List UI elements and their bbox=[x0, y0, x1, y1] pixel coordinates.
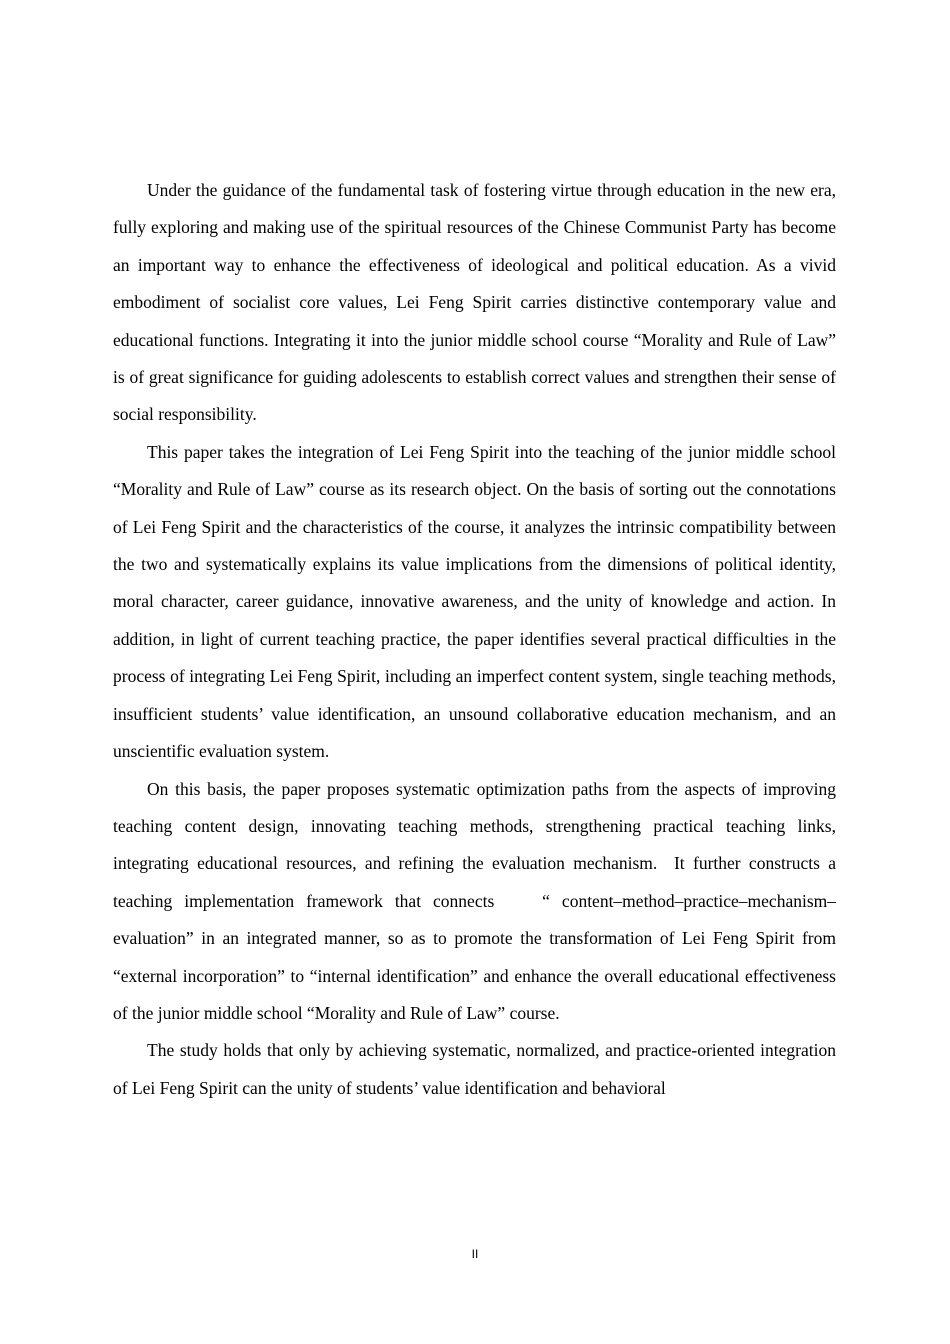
paragraph-4: The study holds that only by achieving systematic, normalized, and practice-oriented integration of Lei Feng Spirit can the unity of students’ value identification and behavioral bbox=[113, 1040, 836, 1098]
paragraph-1: Under the guidance of the fundamental task of fostering virtue through education in the new era, fully exploring and making use of the spiritual resources of the Chinese Communist Party has become an important way to enhance the effectiveness of ideological and political education. As a vivid embodiment of socialist core values, Lei Feng Spirit carries distinctive contemporary value and educational functions. Integrating it into the junior middle school course “Morality and Rule of Law” is of great significance for guiding adolescents to establish correct values and strengthen their sense of social responsibility. bbox=[113, 180, 836, 425]
paragraph-2: This paper takes the integration of Lei Feng Spirit into the teaching of the junior middle school “Morality and Rule of Law” course as its research object. On the basis of sorting out the connotations of Lei Feng Spirit and the characteristics of the course, it analyzes the intrinsic compatibility between the two and systematically explains its value implications from the dimensions of political identity, moral character, career guidance, innovative awareness, and the unity of knowledge and action. In addition, in light of current teaching practice, the paper identifies several practical difficulties in the process of integrating Lei Feng Spirit, including an imperfect content system, single teaching methods, insufficient students’ value identification, an unsound collaborative education mechanism, and an unscientific evaluation system. bbox=[113, 441, 836, 762]
paragraph-3: On this basis, the paper proposes systematic optimization paths from the aspects of improving teaching content design, innovating teaching methods, strengthening practical teaching links, integrating educational resources, and refining the evaluation mechanism. It further constructs a teaching implementation framework that connects “ content–method–practice–mechanism–evaluation” in an integrated manner, so as to promote the transformation of Lei Feng Spirit from “external incorporation” to “internal identification” and enhance the overall educational effectiveness of the junior middle school “Morality and Rule of Law” course. bbox=[113, 778, 841, 1023]
page-number: II bbox=[471, 1247, 479, 1261]
abstract-body bbox=[113, 172, 841, 1107]
